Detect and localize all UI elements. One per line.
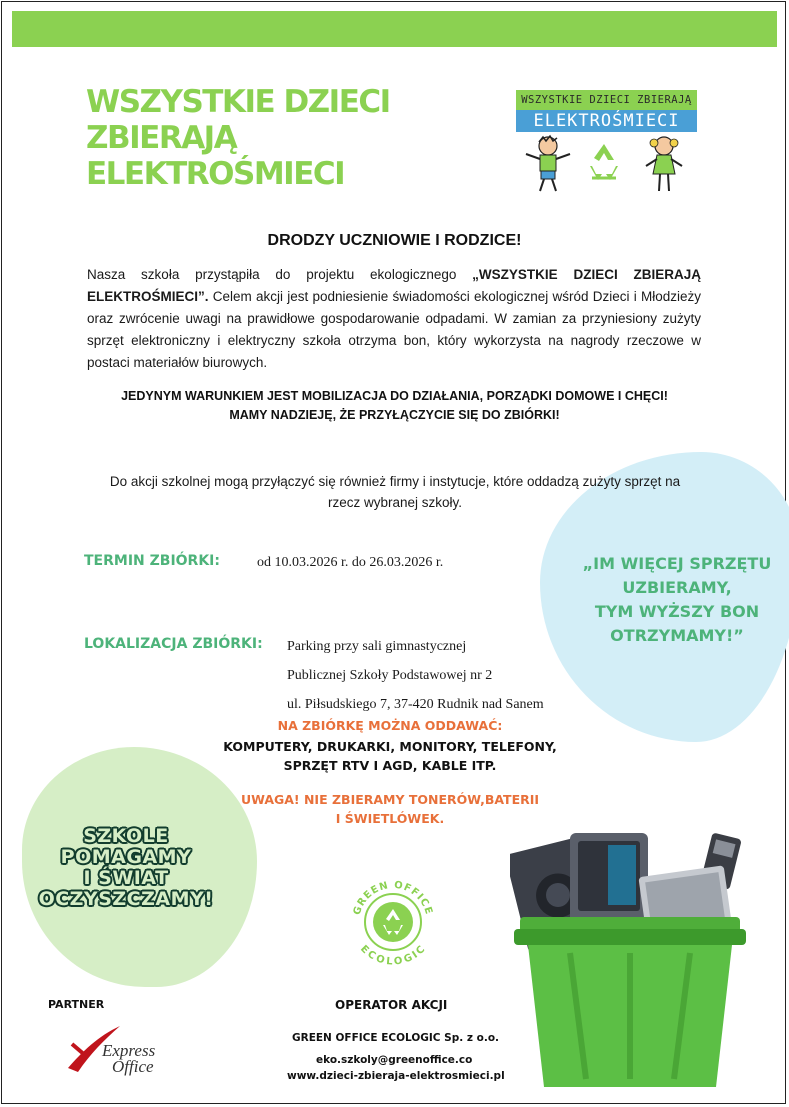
logo-figures [516,134,697,194]
slogan-line: SZKOLE [83,825,169,847]
main-title [86,84,446,192]
quote-line: TYM WYŻSZY BON [594,602,760,621]
partner-label: PARTNER [48,998,105,1011]
operator-website[interactable]: www.dzieci-zbieraja-elektrosmieci.pl [287,1070,505,1082]
accepted-items-title: NA ZBIÓRKĘ MOŻNA ODDAWAĆ: [277,718,503,733]
title-line: ELEKTROŚMIECI [86,156,345,192]
boy-figure-icon [526,136,570,191]
accepted-items-list [190,737,590,775]
operator-name: GREEN OFFICE ECOLOGIC Sp. z o.o. [292,1032,500,1044]
warning-line: I ŚWIETLÓWEK. [335,811,445,826]
campaign-logo [516,90,697,194]
address-line: Publicznej Szkoły Podstawowej nr 2 [287,668,493,683]
express-logo-line2: Office [112,1057,154,1076]
termin-label: TERMIN ZBIÓRKI: [84,553,220,569]
intro-rest: Celem akcji jest podniesienie świadomości ekologicznej wśród Dzieci i Młodzieży oraz zwrócenie uwagi na prawidłowe gospodarowanie odpadami. W zamian za przyniesiony zużyty sprzęt elektroniczny i elektryczny szkoła otrzyma bon, który wykorzysta na nagrody rzeczowe w postaci materiałów biurowych. [87,289,701,370]
condition-text [0,387,789,425]
express-office-logo [64,1022,174,1078]
go-logo-top-text: GREEN OFFICE [351,879,435,917]
address-line: ul. Piłsudskiego 7, 37-420 Rudnik nad Sanem [287,697,544,712]
operator-email[interactable]: eko.szkoly@greenoffice.co [316,1054,473,1066]
title-line: ZBIERAJĄ [86,120,237,156]
quote-line: OTRZYMAMY!” [610,626,744,645]
condition-line: JEDYNYM WARUNKIEM JEST MOBILIZACJA DO DZIAŁANIA, PORZĄDKI DOMOWE I CHĘCI! [121,389,668,403]
recycle-icon [590,144,618,180]
quote-line: „IM WIĘCEJ SPRZĘTU [582,554,772,573]
location-address [287,632,544,719]
companies-paragraph: Do akcji szkolnej mogą przyłączyć się również firmy i instytucje, które oddadzą zużyty sprzęt na rzecz wybranej szkoły. [109,474,681,510]
quote-line: UZBIERAMY, [622,578,732,597]
operator-label: OPERATOR AKCJI [335,998,448,1012]
address-line: Parking przy sali gimnastycznej [287,639,467,654]
slogan-line: I ŚWIAT [83,867,169,889]
girl-figure-icon [646,137,682,191]
go-logo-bottom-text: ECOLOGIC [358,943,428,968]
top-banner [12,11,777,47]
termin-value: od 10.03.2026 r. do 26.03.2026 r. [257,555,444,570]
logo-top-text: WSZYSTKIE DZIECI ZBIERAJĄ [516,90,697,110]
quote-text [572,552,782,648]
project-name: „WSZYSTKIE DZIECI ZBIERAJĄ ELEKTROŚMIECI”. [87,267,701,304]
svg-text:ECOLOGIC [358,943,428,967]
logo-bottom-text: ELEKTROŚMIECI [516,110,697,132]
greeting-heading: DRODZY UCZNIOWIE I RODZICE! [267,232,522,249]
condition-line: MAMY NADZIEJĘ, ŻE PRZYŁĄCZYCIE SIĘ DO ZBIÓRKI! [229,408,560,422]
warning-text [200,790,580,828]
title-line: WSZYSTKIE DZIECI [86,84,390,120]
slogan-line: OCZYSZCZAMY! [38,888,214,910]
location-label: LOKALIZACJA ZBIÓRKI: [84,636,263,652]
green-office-ecologic-logo [345,872,441,968]
express-logo-line1: Express [102,1041,156,1060]
accepted-items-line: SPRZĘT RTV I AGD, KABLE ITP. [283,758,497,773]
intro-paragraph [87,264,701,374]
intro-lead: Nasza szkoła przystąpiła do projektu ekologicznego [87,267,473,282]
crt-monitor [570,833,648,923]
slogan-line: POMAGAMY [60,846,192,868]
warning-line: UWAGA! NIE ZBIERAMY TONERÓW,BATERII [240,792,540,807]
accepted-items-line: KOMPUTERY, DRUKARKI, MONITORY, TELEFONY, [223,739,557,754]
slogan-text [26,826,226,910]
green-bin-with-electronics-icon [510,825,750,1090]
